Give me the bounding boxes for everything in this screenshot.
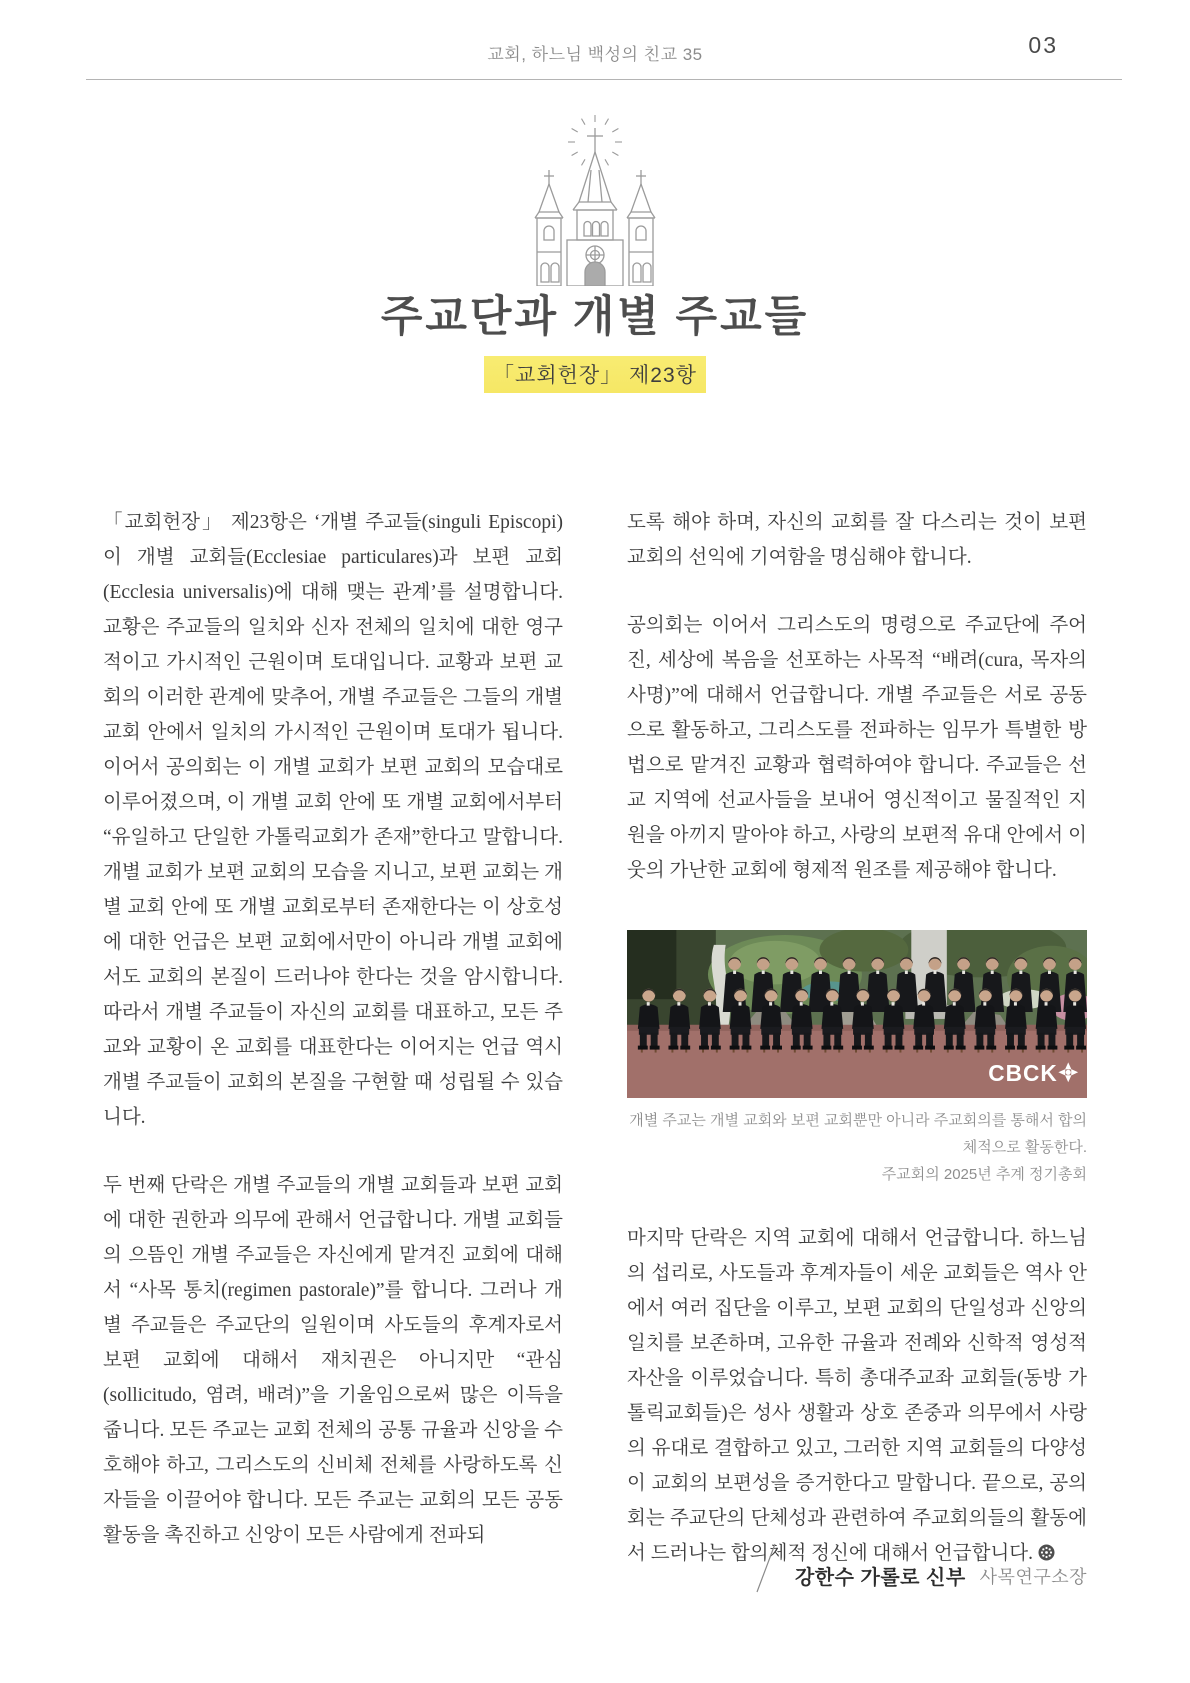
article-subtitle: 「교회헌장」 제23항 xyxy=(484,356,706,393)
paragraph-2: 두 번째 단락은 개별 주교들의 개별 교회들과 보편 교회에 대한 권한과 의무에 관해서 언급합니다. 개별 교회들의 으뜸인 개별 주교들은 자신에게 맡겨진 교회에 대해서 “사목 통치(regimen pastorale)”를 합니다. 그러나 개별 주교들은 주교단의 일원이며 사도들의 후계자로서 보편 교회에 대해서 재치권은 아니지만 “관심(sollicitudo, 염려, 배려)”을 기울임으로써 많은 이득을 줍니다. 모든 주교는 교회 전체의 공통 규율과 신앙을 수호해야 하고, 그리스도의 신비체 전체를 사랑하도록 신자들을 이끌어야 합니다. 모든 주교는 교회의 모든 공동 활동을 촉진하고 신앙이 모든 사람에게 전파되 xyxy=(103,1175,563,1546)
subtitle-row xyxy=(0,356,1190,393)
photo-watermark-text: CBCK xyxy=(988,1060,1058,1087)
page-number: 03 xyxy=(1028,32,1058,58)
left-column xyxy=(103,505,563,1571)
header-rule xyxy=(86,79,1122,80)
photo-caption-line2: 주교회의 2025년 추계 정기총회 xyxy=(881,1166,1087,1183)
author-name: 강한수 가롤로 신부 xyxy=(794,1567,966,1589)
paragraph-1: 「교회헌장」 제23항은 ‘개별 주교들(singuli Episcopi)이 개별 교회들(Ecclesiae particulares)과 보편 교회(Ecclesia universalis)에 대해 맺는 관계’를 설명합니다. 교황은 주교들의 일치와 신자 전체의 일치에 대한 영구적이고 가시적인 근원이며 토대입니다. 교황과 보편 교회의 이러한 관계에 맞추어, 개별 주교들은 그들의 개별 교회 안에서 일치의 가시적인 근원이며 토대가 됩니다. 이어서 공의회는 이 개별 교회가 보편 교회의 모습대로 이루어졌으며, 이 개별 교회 안에 또 개별 교회에서부터 “유일하고 단일한 가톨릭교회가 존재”한다고 말합니다. 개별 교회가 보편 교회의 모습을 지니고, 보편 교회는 개별 교회 안에 또 개별 교회로부터 존재한다는 이 상호성에 대한 언급은 보편 교회에서만이 아니라 개별 교회에서도 교회의 본질이 드러나야 한다는 것을 암시합니다. 따라서 개별 주교들이 자신의 교회를 대표하고, 모든 주교와 교황이 온 교회를 대표한다는 이어지는 언급 역시 개별 주교들이 교회의 본질을 구현할 때 성립될 수 있습니다. xyxy=(103,512,563,1128)
church-icon xyxy=(513,114,677,291)
paragraph-3: 공의회는 이어서 그리스도의 명령으로 주교단에 주어진, 세상에 복음을 선포하는 사목적 “배려(cura, 목자의 사명)”에 대해서 언급합니다. 개별 주교들은 서로 공동으로 활동하고, 그리스도를 전파하는 임무가 특별한 방법으로 맡겨진 교황과 협력하여야 합니다. 주교들은 선교 지역에 선교사들을 보내어 영신적이고 물질적인 지원을 아끼지 말아야 하고, 사랑의 보편적 유대 안에서 이웃의 가난한 교회에 형제적 원조를 제공해야 합니다. xyxy=(627,615,1087,881)
paragraph-4 xyxy=(627,1221,1087,1571)
paragraph-2-continued: 도록 해야 하며, 자신의 교회를 잘 다스리는 것이 보편 교회의 선익에 기여함을 명심해야 합니다. xyxy=(627,512,1087,568)
byline xyxy=(745,1534,1087,1594)
right-column xyxy=(627,505,1087,1571)
byline-slash-decoration xyxy=(745,1542,779,1594)
bishops-photo-figure xyxy=(627,930,1087,1188)
bishops-group-photo xyxy=(627,930,1087,1098)
article-body xyxy=(103,505,1087,1571)
author-role: 사목연구소장 xyxy=(979,1567,1087,1587)
running-title: 교회, 하느님 백성의 친교 35 xyxy=(487,45,703,64)
paragraph-4-text: 마지막 단락은 지역 교회에 대해서 언급합니다. 하느님의 섭리로, 사도들과 후계자들이 세운 교회들은 역사 안에서 여러 집단을 이루고, 보편 교회의 단일성과 신앙의 일치를 보존하며, 고유한 규율과 전례와 신학적 영성적 자산을 이루었습니다. 특히 총대주교좌 교회들(동방 가톨릭교회들)은 성사 생활과 상호 존중과 의무에서 사랑의 유대로 결합하고 있고, 그러한 지역 교회들의 다양성이 교회의 보편성을 증거한다고 말합니다. 끝으로, 공의회는 주교단의 단체성과 관련하여 주교회의들의 활동에서 드러나는 합의체적 정신에 대해서 언급합니다. xyxy=(627,1228,1087,1564)
photo-caption xyxy=(627,1107,1087,1188)
article-title: 주교단과 개별 주교들 xyxy=(380,294,810,341)
photo-caption-line1: 개별 주교는 개별 교회와 보편 교회뿐만 아니라 주교회의를 통해서 합의체적으로 활동한다. xyxy=(629,1112,1087,1156)
